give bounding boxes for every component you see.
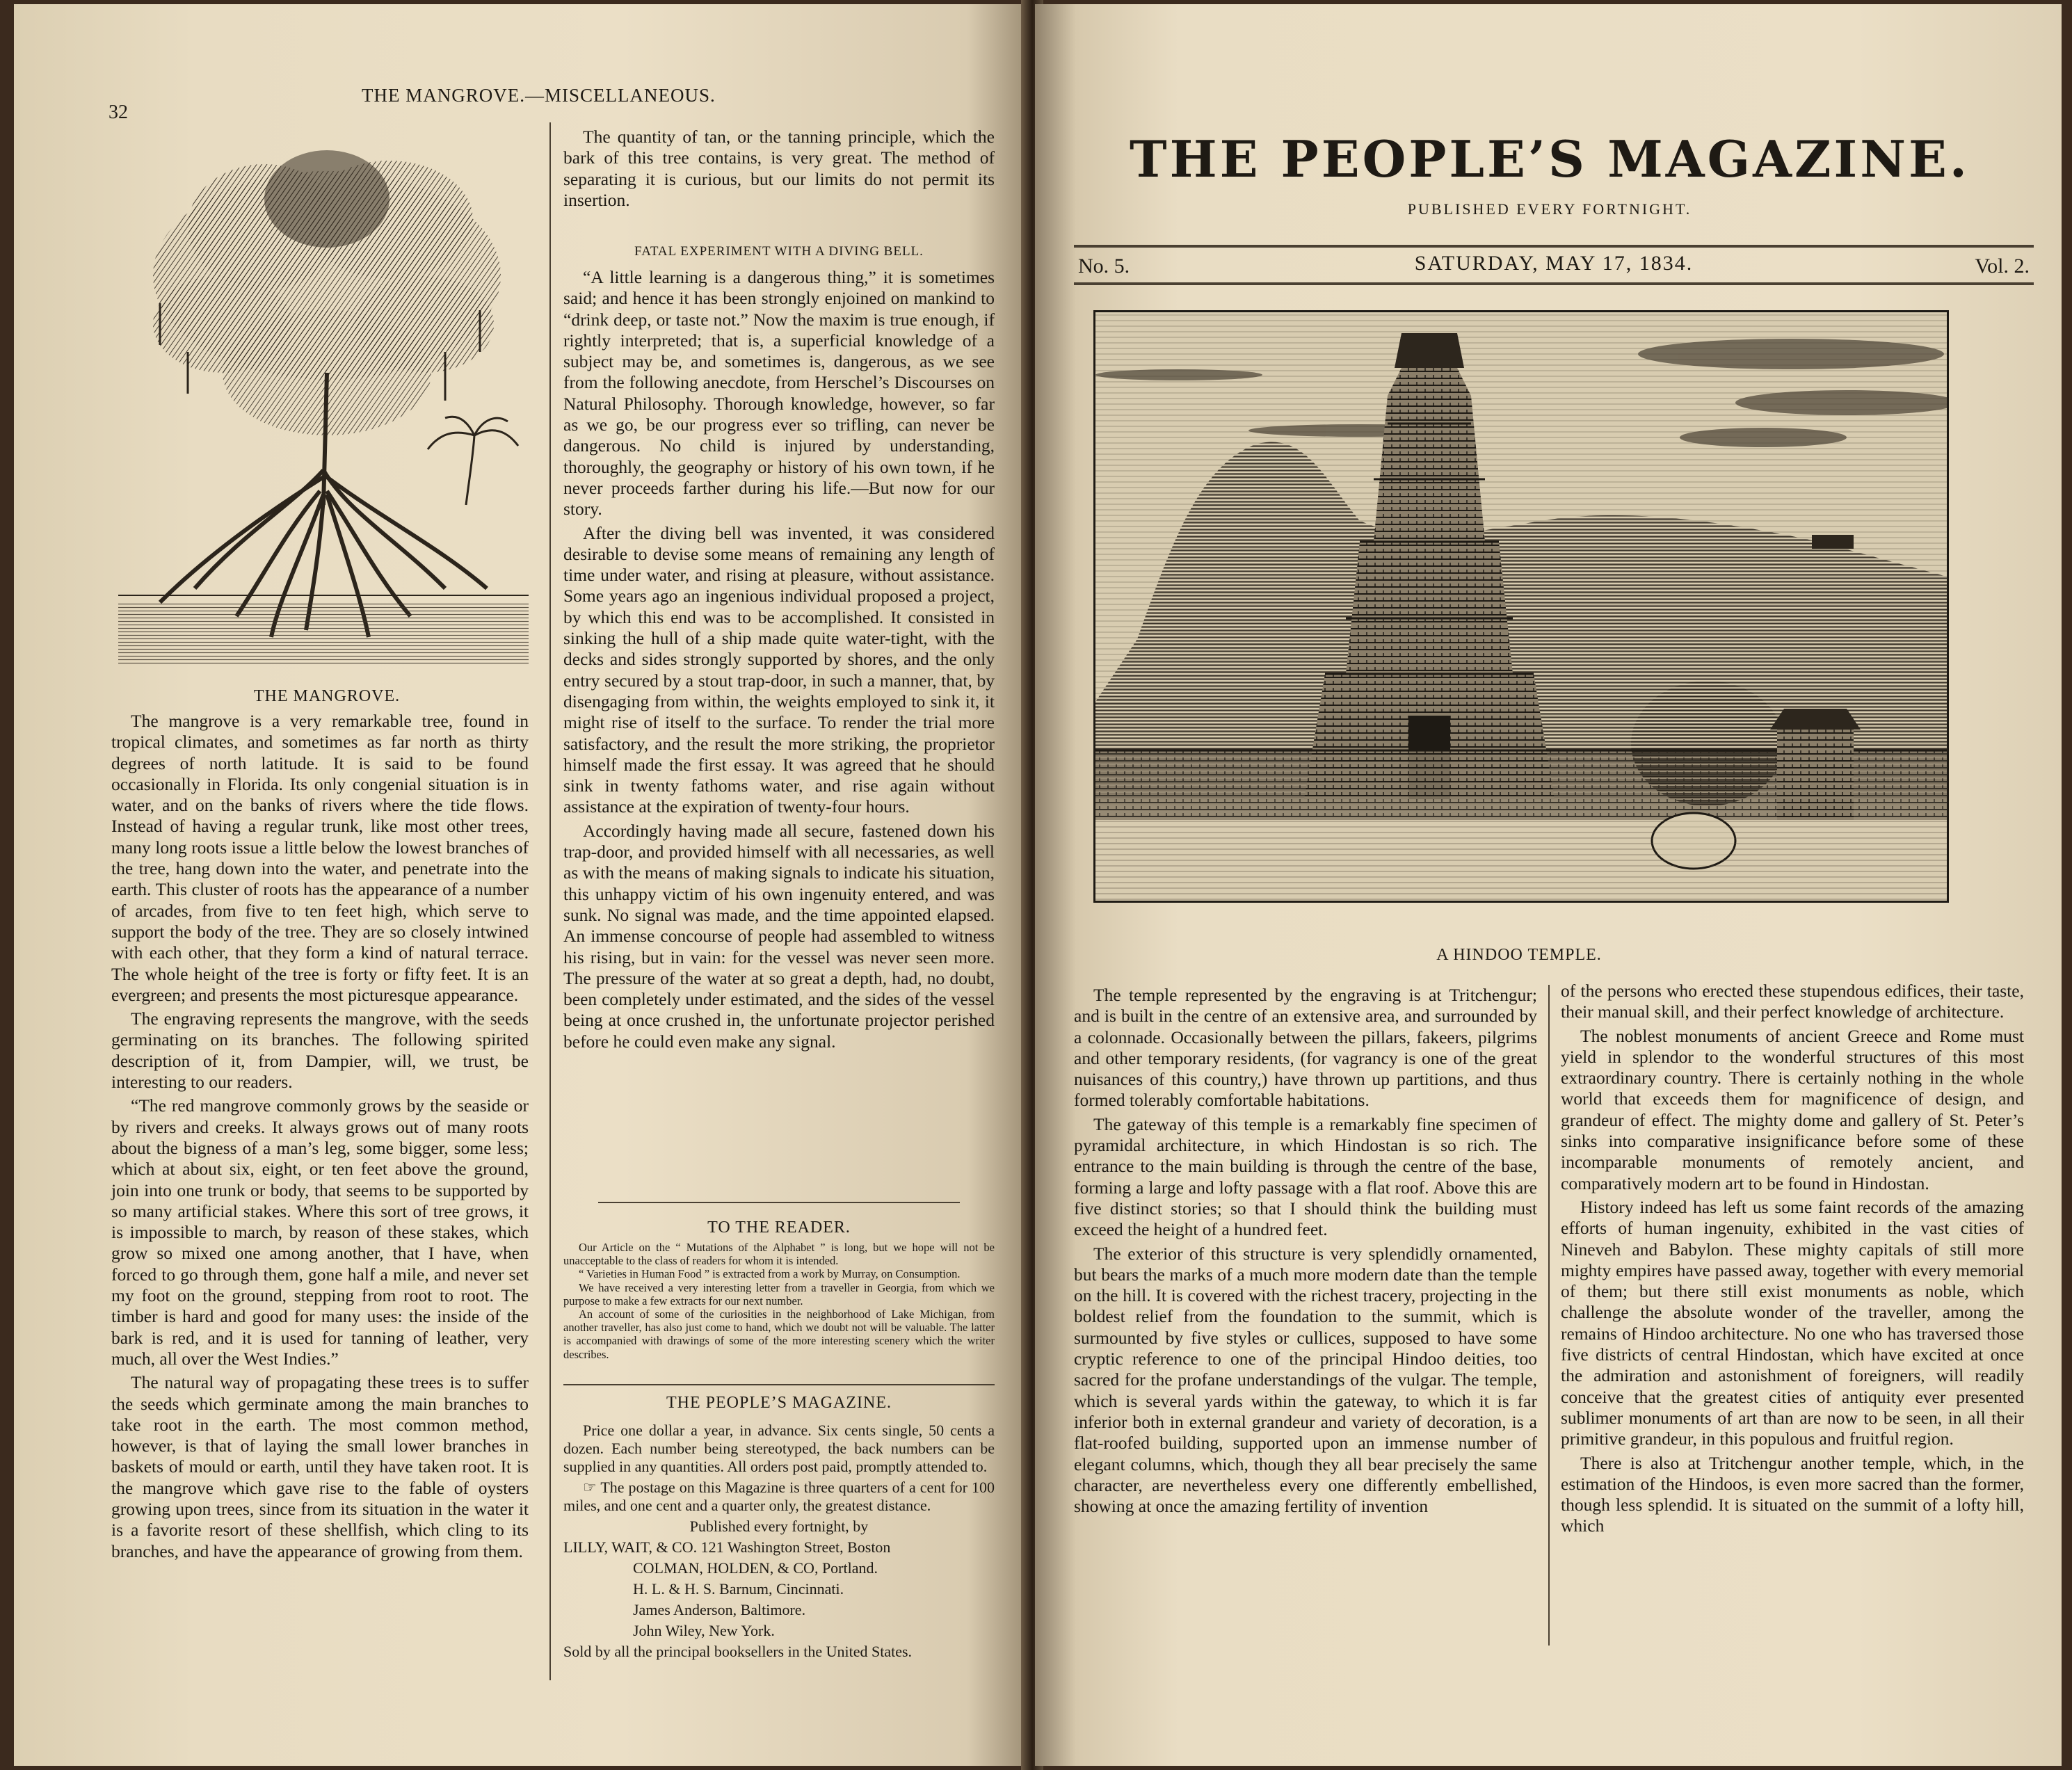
- section-rule: [563, 1384, 995, 1385]
- paragraph: “The red mangrove commonly grows by the seaside or by rivers and creeks. It always grows out of many roots about the bigness of a man’s leg, some bigger, some less; which at about six, eight, or ten feet above the ground, join into one trunk or body, that seems to be supported by so many artificial stakes. Where this sort of tree grows, it is impossible to march, by reason of these stakes, which grow so mixed one among another, that I have, when forced to go through them, gone half a mile, and never set my foot on the ground, stepping from root to root. The timber is hard and good for many uses: the inside of the bark is red, and it is used for tanning of leather, very much, all over the West Indies.”: [111, 1095, 529, 1369]
- water: [118, 595, 529, 665]
- diving-bell-article: [563, 267, 995, 1055]
- publisher-line: LILLY, WAIT, & CO. 121 Washington Street, Boston: [563, 1538, 891, 1556]
- paragraph: There is also at Tritchengur another temple, which, in the estimation of the Hindoos, is even more sacred than the former, though less splendid. It is situated on the summit of a lofty hill, which: [1561, 1452, 2024, 1536]
- to-reader-notes: [563, 1241, 995, 1361]
- paragraph: History indeed has left us some faint records of the amazing efforts of human ingenuity, exhibited in the vast cities of Nineveh and Babylon. These mighty capitals of still more mighty empires have passed away, together with every memorial of them; but there still exist monuments as noble, which challenge the absolute wonder of the traveller, among the remains of Hindoo architecture. No one who has traversed those five districts of central Hindostan, which have excited at once the admiration and astonishment of foreigners, will readily conceive that the greatest cities of antiquity ever presented sublimer monuments of art than are now to be seen, in all their primitive grandeur, in this populous and fruitful region.: [1561, 1196, 2024, 1449]
- note: We have received a very interesting letter from a traveller in Georgia, from which we purpose to make a few extracts for our next number.: [563, 1280, 995, 1308]
- paragraph: Accordingly having made all secure, fastened down his trap-door, and provided himself with all necessaries, as well as with the means of making signals to indicate his situation, this unhappy victim of his own ingenuity entered, and was sunk. No signal was made, and the time appointed elapsed. An immense concourse of people had assembled to witness his rising, but in vain: for the vessel was never seen more. The pressure of the water at so great a depth, had, no doubt, been completely under estimated, and the sides of the vessel being at once crushed in, the unfortunate projector perished before he could even make any signal.: [563, 820, 995, 1052]
- mangrove-caption: THE MANGROVE.: [253, 687, 401, 705]
- tan-paragraph-block: [563, 127, 995, 214]
- page-number: 32: [109, 102, 128, 123]
- temple-article-col2: [1561, 981, 2024, 1540]
- temple-article-col1: [1074, 985, 1537, 1520]
- column-divider: [1548, 985, 1550, 1646]
- issue-date: SATURDAY, MAY 17, 1834.: [1414, 252, 1694, 275]
- note: An account of some of the curiosities in the neighborhood of Lake Michigan, from another traveller, has also just come to hand, which we doubt not will be valuable. The latter is accompanied with drawings of some of the more interesting scenery which the writer describes.: [563, 1308, 995, 1361]
- imprint-heading: THE PEOPLE’S MAGAZINE.: [666, 1394, 892, 1412]
- masthead-rule-top: [1074, 245, 2034, 248]
- note: Our Article on the “ Mutations of the Alphabet ” is long, but we hope will not be unacceptable to the class of readers for whom it is intended.: [563, 1241, 995, 1268]
- note: “ Varieties in Human Food ” is extracted from a work by Murray, on Consumption.: [579, 1267, 961, 1281]
- imprint-sold: Sold by all the principal booksellers in the United States.: [563, 1643, 913, 1660]
- right-page: [1035, 4, 2062, 1766]
- masthead-rule-bottom: [1074, 282, 2034, 285]
- imprint-published: Published every fortnight, by: [689, 1518, 869, 1535]
- publisher-line: John Wiley, New York.: [633, 1622, 775, 1639]
- masthead-subtitle: PUBLISHED EVERY FORTNIGHT.: [1407, 200, 1692, 218]
- column-divider: [549, 122, 551, 1680]
- palm-tree: [428, 417, 518, 505]
- imprint-postage: ☞ The postage on this Magazine is three quarters of a cent for 100 miles, and one cent and a quarter only, the greatest distance.: [563, 1479, 995, 1514]
- imprint-block: [563, 1422, 995, 1664]
- issue-line: [1074, 252, 2034, 280]
- publisher-line: COLMAN, HOLDEN, & CO, Portland.: [633, 1559, 878, 1577]
- temple-caption: A HINDOO TEMPLE.: [1436, 946, 1602, 964]
- paragraph: The quantity of tan, or the tanning principle, which the bark of this tree contains, is very great. The method of separating it is curious, but our limits do not permit its insertion.: [563, 127, 995, 210]
- temple-engraving-frame: [1093, 310, 1949, 903]
- paragraph: The gateway of this temple is a remarkably fine specimen of pyramidal architecture, in which Hindostan is so rich. The entrance to the main building is through the centre of the base, forming a large and lofty passage with a flat roof. Above this are five distinct stories; so that I should think the building must exceed the height of a hundred feet.: [1074, 1113, 1537, 1240]
- publisher-line: James Anderson, Baltimore.: [633, 1601, 806, 1618]
- imprint-price: Price one dollar a year, in advance. Six cents single, 50 cents a dozen. Each number being stereotyped, the back numbers can be supplied in any quantities. All orders post paid, promptly attended to.: [563, 1422, 995, 1475]
- masthead-title: THE PEOPLE’S MAGAZINE.: [1130, 129, 1970, 188]
- running-head: THE MANGROVE.—MISCELLANEOUS.: [362, 85, 716, 106]
- paragraph: The natural way of propagating these trees is to suffer the seeds which germinate among the main branches to take root in the earth. The most common method, however, is that of laying the small lower branches in baskets of mould or earth, until they have taken root. It is the mangrove which gave rise to the fable of oysters growing upon trees, since from its situation in the water it is a favorite resort of these shellfish, which cling to its branches, and have the appearance of growing from them.: [111, 1372, 529, 1561]
- left-page: [14, 4, 1028, 1766]
- paragraph: The temple represented by the engraving is at Tritchengur; and is built in the centre of an extensive area, and surrounded by a colonnade. Occasionally between the pillars, fakeers, pilgrims and other temporary residents, (for vagrancy is one of the great nuisances of this country,) have thrown up partitions, and thus formed tolerably comfortable habitations.: [1074, 985, 1537, 1111]
- paragraph: The mangrove is a very remarkable tree, found in tropical climates, and sometimes as far north as thirty degrees of north latitude. It is said to be found occasionally in Florida. Its only congenial situation is in water, and on the banks of rivers where the tide flows. Instead of having a regular trunk, like most other trees, many long roots issue a little below the lowest branches of the tree, hang down into the water, and penetrate into the earth. This cluster of roots has the appearance of a number of arcades, from five to ten feet high, which serve to support the body of the tree. They are so closely intwined with each other, that they form a kind of natural terrace. The whole height of the tree is forty or fifty feet. It is an evergreen; and presents the most picturesque appearance.: [111, 711, 529, 1005]
- paragraph: The noblest monuments of ancient Greece and Rome must yield in splendor to the wonderful structures of this most extraordinary country. There is certainly nothing in the whole world that exceeds them for magnificence of design, and grandeur of effect. The mighty dome and gallery of St. Peter’s sinks into comparative insignificance before some of these incomparable monuments of remotely ancient, and comparatively modern art to be found in Hindostan.: [1561, 1025, 2024, 1193]
- mangrove-engraving: [118, 143, 529, 679]
- publisher-line: H. L. & H. S. Barnum, Cincinnati.: [633, 1580, 844, 1598]
- paragraph: of the persons who erected these stupendous edifices, their taste, their manual skill, and their perfect knowledge of architecture.: [1561, 981, 2024, 1022]
- volume-number: Vol. 2.: [1975, 255, 2030, 277]
- diving-bell-heading: FATAL EXPERIMENT WITH A DIVING BELL.: [634, 244, 924, 259]
- paragraph: The exterior of this structure is very splendidly ornamented, but bears the marks of a much more modern date than the temple on the hill. It is covered with the richest tracery, projecting in the boldest relief from the foundation to the summit, which is surmounted by five styles or cullices, supposed to have some cryptic reference to one of the principal Hindoo deities, too sacred for the profane understandings of the vulgar. The temple, which is several yards within the gateway, to which it is far inferior both in external grandeur and variety of decoration, is a flat-roofed building, supported upon an immense number of elegant columns, which, though they all bear precisely the same character, are nevertheless every one differently embellished, showing at once the amazing fertility of invention: [1074, 1243, 1537, 1517]
- section-rule: [598, 1202, 960, 1203]
- mangrove-article: [111, 711, 529, 1565]
- to-reader-heading: TO THE READER.: [707, 1218, 851, 1237]
- paragraph: After the diving bell was invented, it was considered desirable to devise some means of remaining any length of time under water, and rising at pleasure, without assistance. Some years ago an ingenious individual proposed a project, by which this end was to be accomplished. It consisted in sinking the hull of a ship made quite water-tight, with the decks and sides strongly supported by shores, and the only entry secured by a stout trap-door, in such a manner, that, by disengaging from within, the weights employed to sink it, it might rise of itself to the surface. To render the trial more satisfactory, and the result the more striking, the proprietor himself made the first essay. It was agreed that he should sink in twenty fathoms water, and rise again without assistance at the expiration of twenty-four hours.: [563, 522, 995, 817]
- temple-engraving: [1095, 312, 1947, 901]
- issue-number: No. 5.: [1078, 255, 1130, 277]
- paragraph: “A little learning is a dangerous thing,” it is sometimes said; and hence it has been strongly enjoined on mankind to “drink deep, or taste not.” Now the maxim is true enough, if rightly interpreted; that is, a superficial knowledge of a subject may be, and sometimes is, dangerous, as we see from the following anecdote, from Herschel’s Discourses on Natural Philosophy. Thorough knowledge, however, so far as we go, be our progress ever so trifling, can never be dangerous. No child is injured by understanding, thoroughly, the geography or history of his own town, if he never proceeds farther during his life.—But now for our story.: [563, 267, 995, 520]
- paragraph: The engraving represents the mangrove, with the seeds germinating on its branches. The following spirited description of it, from Dampier, will, we trust, be interesting to our readers.: [111, 1008, 529, 1093]
